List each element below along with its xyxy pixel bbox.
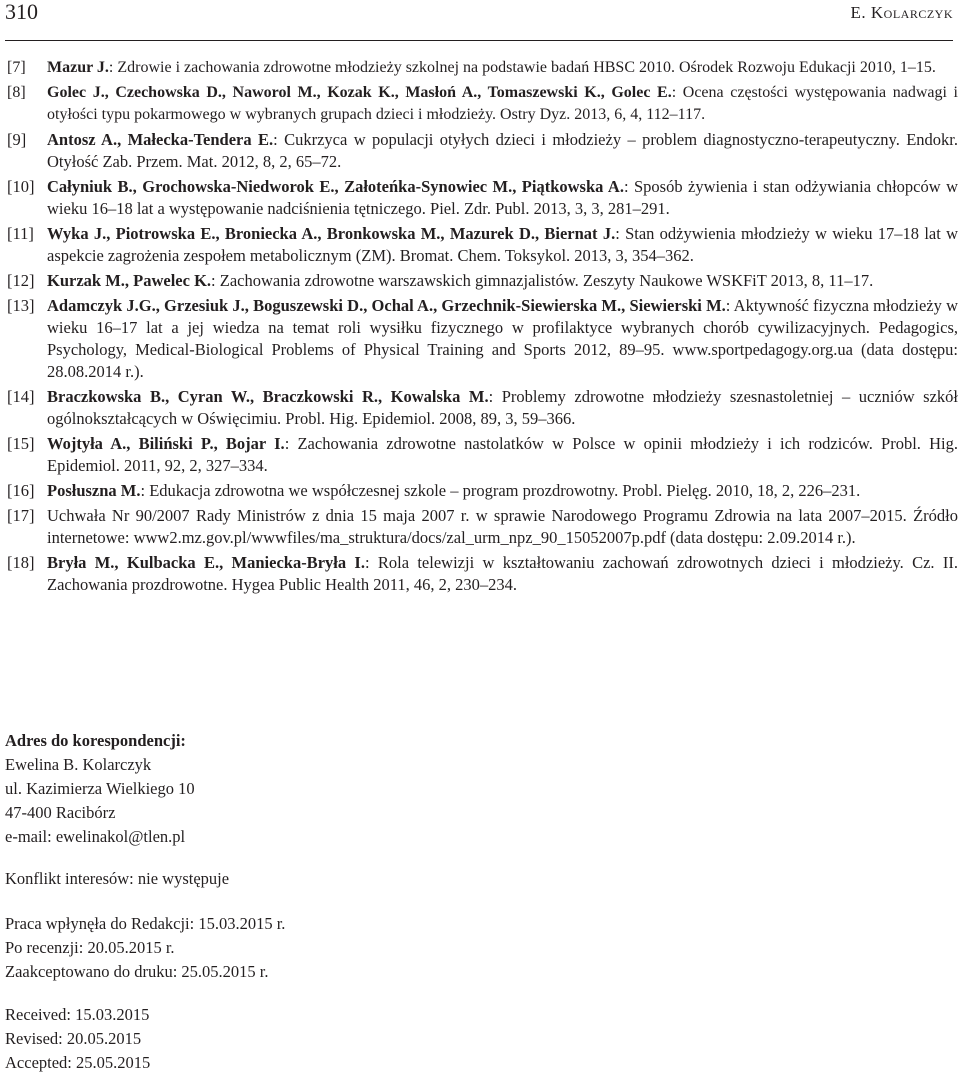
reference-text: : Zachowania zdrowotne warszawskich gimnazjalistów. Zeszyty Naukowe WSKFiT 2013, 8, 11–17. xyxy=(211,271,874,290)
reference-number: [16] xyxy=(7,481,35,500)
conflict-statement xyxy=(5,867,229,891)
reference-text: : Zdrowie i zachowania zdrowotne młodzieży szkolnej na podstawie badań HBSC 2010. Ośrodek Rozwoju Edukacji 2010, 1–15. xyxy=(108,59,936,76)
reference-text: : Ocena częstości występowania nadwagi i otyłości typu pokarmowego w wybranych grupach dzieci i młodzieży. Ostry Dyz. 2013, 6, 4, 112–117. xyxy=(47,84,958,123)
reference-text: : Sposób żywienia i stan odżywiania chłopców w wieku 16–18 lat a występowanie nadciśnienia tętniczego. Piel. Zdr. Publ. 2013, 3, 3, 281–291. xyxy=(47,177,958,218)
reference-item xyxy=(7,295,958,383)
reference-item xyxy=(7,505,958,549)
reference-item xyxy=(7,223,958,267)
reference-number: [15] xyxy=(7,434,35,453)
correspondence-city: 47-400 Racibórz xyxy=(5,803,116,822)
reference-number: [10] xyxy=(7,177,35,196)
running-head: E. Kolarczyk xyxy=(850,3,953,22)
reference-text: Uchwała Nr 90/2007 Rady Ministrów z dnia 15 maja 2007 r. w sprawie Narodowego Programu Zdrowia na lata 2007–2015. Źródło internetowe: www2.mz.gov.pl/wwwfiles/ma_struktura/docs/zal_urm_npz_90_15052007p.pdf (data dostępu: 2.09.2014 r.). xyxy=(47,506,958,547)
date-revised-en: Revised: 20.05.2015 xyxy=(5,1029,142,1048)
reference-item xyxy=(7,386,958,430)
reference-authors: Wojtyła A., Biliński P., Bojar I. xyxy=(47,434,285,453)
reference-item xyxy=(7,270,958,292)
reference-item xyxy=(7,57,958,79)
reference-number: [9] xyxy=(7,130,27,149)
reference-item xyxy=(7,552,958,596)
reference-authors: Golec J., Czechowska D., Naworol M., Kozak K., Masłoń A., Tomaszewski K., Golec E. xyxy=(47,84,672,101)
reference-text: : Cukrzyca w populacji otyłych dzieci i młodzieży – problem diagnostyczno-terapeutyczny. Endokr. Otyłość Zab. Przem. Mat. 2012, 8, 2, 65–72. xyxy=(47,130,958,171)
reference-authors: Mazur J. xyxy=(47,59,109,76)
reference-number: [17] xyxy=(7,506,35,525)
reference-authors: Antosz A., Małecka-Tendera E. xyxy=(47,130,274,149)
reference-number: [11] xyxy=(7,224,34,243)
reference-authors: Wyka J., Piotrowska E., Broniecka A., Bronkowska M., Mazurek D., Biernat J. xyxy=(47,224,616,243)
reference-number: [13] xyxy=(7,296,35,315)
reference-item xyxy=(7,480,958,502)
correspondence-street: ul. Kazimierza Wielkiego 10 xyxy=(5,779,195,798)
reference-text: : Stan odżywienia młodzieży w wieku 17–18 lat w aspekcie zagrożenia zespołem metabolicznym (ZM). Bromat. Chem. Toksykol. 2013, 3, 354–362. xyxy=(47,224,959,265)
reference-item xyxy=(7,82,958,126)
page-number: 310 xyxy=(5,0,38,24)
reference-number: [8] xyxy=(7,84,26,101)
correspondence-block xyxy=(5,729,195,849)
date-revised-pl: Po recenzji: 20.05.2015 r. xyxy=(5,938,175,957)
reference-text: : Zachowania zdrowotne nastolatków w Polsce w opinii młodzieży i ich rodziców. Probl. Hig. Epidemiol. 2011, 92, 2, 327–334. xyxy=(47,434,958,475)
reference-text: : Aktywność fizyczna młodzieży w wieku 16–17 lat a jej wiedza na temat roli wysiłku fizycznego w profilaktyce wybranych chorób cywilizacyjnych. Pedagogics, Psychology, Medical-Biological Problems of Physical Training and Sports 2012, 89–95. www.sportpedagogy.org.ua (data dostępu: 28.08.2014 r.). xyxy=(47,296,958,381)
reference-item xyxy=(7,433,958,477)
reference-number: [18] xyxy=(7,553,35,572)
date-accepted-en: Accepted: 25.05.2015 xyxy=(5,1053,151,1072)
reference-item xyxy=(7,176,958,220)
reference-item xyxy=(7,129,958,173)
dates-english xyxy=(5,1003,150,1075)
page-header xyxy=(5,0,953,41)
reference-text: : Rola telewizji w kształtowaniu zachowań zdrowotnych dzieci i młodzieży. Cz. II. Zachowania prozdrowotne. Hygea Public Health 2011, 46, 2, 230–234. xyxy=(47,553,958,594)
reference-text: : Problemy zdrowotne młodzieży szesnastoletniej – uczniów szkół ogólnokształcących w Oświęcimiu. Probl. Hig. Epidemiol. 2008, 89, 3, 59–366. xyxy=(47,387,958,428)
conflict-text: Konflikt interesów: nie występuje xyxy=(5,869,230,888)
correspondence-heading: Adres do korespondencji: xyxy=(5,731,186,750)
date-received-en: Received: 15.03.2015 xyxy=(5,1005,150,1024)
date-accepted-pl: Zaakceptowano do druku: 25.05.2015 r. xyxy=(5,962,269,981)
reference-authors: Bryła M., Kulbacka E., Maniecka-Bryła I. xyxy=(47,553,365,572)
reference-authors: Całyniuk B., Grochowska-Niedworok E., Załoteńka-Synowiec M., Piątkowska A. xyxy=(47,177,624,196)
reference-number: [12] xyxy=(7,271,35,290)
dates-polish xyxy=(5,912,285,984)
reference-number: [14] xyxy=(7,387,35,406)
reference-authors: Braczkowska B., Cyran W., Braczkowski R., Kowalska M. xyxy=(47,387,489,406)
reference-authors: Kurzak M., Pawelec K. xyxy=(47,271,212,290)
date-received-pl: Praca wpłynęła do Redakcji: 15.03.2015 r. xyxy=(5,914,286,933)
reference-authors: Adamczyk J.G., Grzesiuk J., Boguszewski D., Ochal A., Grzechnik-Siewierska M., Siewierski M. xyxy=(47,296,726,315)
reference-list xyxy=(7,57,958,599)
reference-authors: Posłuszna M. xyxy=(47,481,141,500)
reference-text: : Edukacja zdrowotna we współczesnej szkole – program prozdrowotny. Probl. Pielęg. 2010, 18, 2, 226–231. xyxy=(140,481,861,500)
reference-number: [7] xyxy=(7,59,26,76)
correspondence-name: Ewelina B. Kolarczyk xyxy=(5,755,152,774)
correspondence-email: e-mail: ewelinakol@tlen.pl xyxy=(5,827,186,846)
